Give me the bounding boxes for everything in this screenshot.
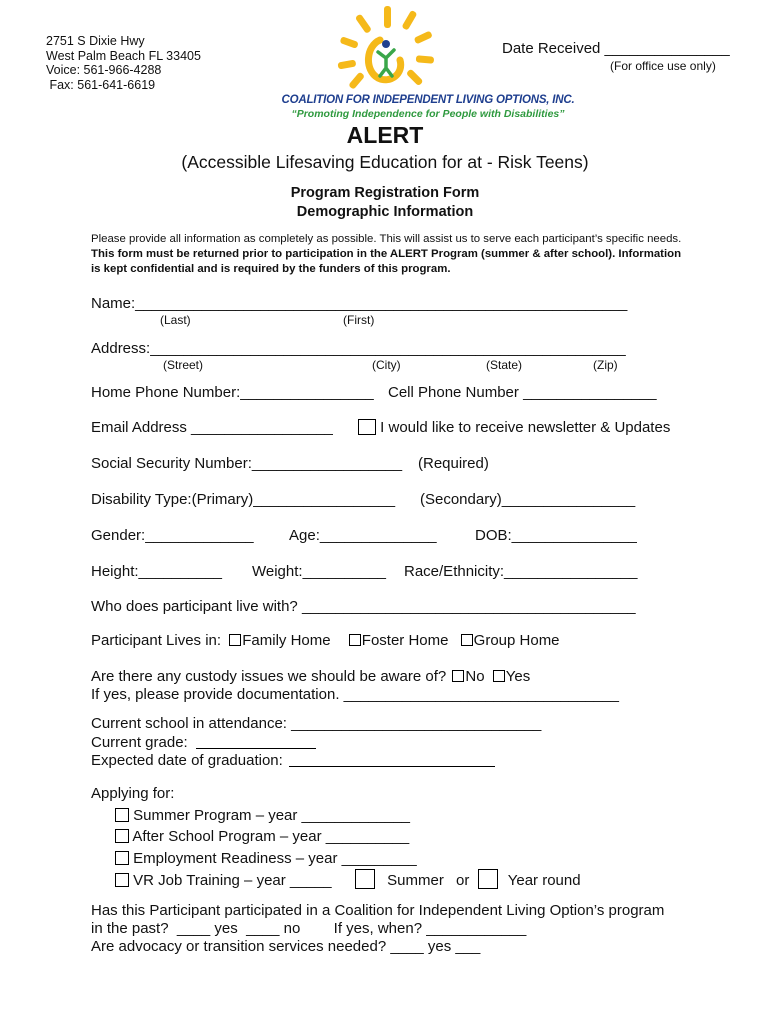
custody-no-option[interactable] [452, 668, 484, 685]
office-use-note: (For office use only) [610, 59, 716, 73]
state-label: (State) [486, 358, 523, 372]
intro-plain: Please provide all information as completely as possible. This will assist us to serve each participant’s specific needs. [91, 233, 682, 245]
employment-readiness-label: Employment Readiness – year _________ [133, 850, 417, 867]
foster-home-option[interactable] [349, 632, 449, 649]
custody-yes-option[interactable] [493, 668, 530, 685]
or-label: or [456, 872, 470, 889]
address-line: Voice: 561-966-4288 [46, 63, 162, 77]
race-field[interactable]: Race/Ethnicity:________________ [404, 563, 638, 580]
form-heading-line1: Program Registration Form [290, 185, 480, 201]
email-field[interactable]: Email Address _________________ [91, 419, 333, 436]
summer-program-checkbox[interactable] [115, 808, 129, 822]
summer-program-label: Summer Program – year _____________ [133, 807, 411, 824]
lives-in-label: Participant Lives in: [91, 632, 222, 649]
form-heading-line2: Demographic Information [296, 204, 474, 220]
custody-yes-checkbox[interactable] [493, 670, 505, 682]
summer-program-option[interactable] [115, 807, 410, 824]
last-label: (Last) [160, 313, 191, 327]
family-home-option[interactable] [229, 632, 330, 649]
foster-home-checkbox[interactable] [349, 634, 361, 646]
group-home-option[interactable] [461, 632, 560, 649]
disability-secondary-field[interactable]: (Secondary)________________ [420, 491, 636, 508]
age-field[interactable]: Age:______________ [289, 527, 437, 544]
family-home-label: Family Home [242, 632, 331, 649]
address-field[interactable]: Address:_________________________________________________________ [91, 340, 626, 357]
employment-readiness-checkbox[interactable] [115, 851, 129, 865]
grade-row [91, 734, 316, 751]
org-name: COALITION FOR INDEPENDENT LIVING OPTIONS, INC. [281, 94, 575, 106]
newsletter-label: I would like to receive newsletter & Updates [380, 419, 671, 436]
custody-no-label: No [465, 668, 485, 685]
advocacy-question[interactable]: Are advocacy or transition services needed? ____ yes ___ [91, 938, 481, 955]
group-home-label: Group Home [473, 632, 560, 649]
lives-in-row [91, 632, 560, 649]
summer-label: Summer [387, 872, 444, 889]
custody-no-checkbox[interactable] [452, 670, 464, 682]
intro-bold: This form must be returned prior to participation in the ALERT Program (summer & after school). Information is kept confidential and is required by the funders of this program. [91, 248, 682, 275]
vr-job-training-option[interactable] [115, 872, 332, 889]
custody-documentation-field[interactable]: If yes, please provide documentation. _________________________________ [91, 686, 619, 703]
street-label: (Street) [163, 358, 204, 372]
return-address [46, 34, 201, 92]
form-title: ALERT [346, 122, 424, 148]
zip-label: (Zip) [593, 358, 618, 372]
school-field[interactable]: Current school in attendance: ______________________________ [91, 715, 542, 732]
lives-with-field[interactable]: Who does participant live with? ________________________________________ [91, 598, 636, 615]
foster-home-label: Foster Home [361, 632, 449, 649]
city-label: (City) [372, 358, 401, 372]
date-received-field[interactable]: Date Received _______________ [502, 40, 730, 57]
applying-for-label: Applying for: [91, 785, 175, 802]
height-field[interactable]: Height:__________ [91, 563, 222, 580]
form-heading [0, 184, 770, 222]
cell-phone-field[interactable]: Cell Phone Number ________________ [388, 384, 657, 401]
custody-yes-label: Yes [505, 668, 531, 685]
after-school-label: After School Program – year __________ [132, 828, 410, 845]
dob-field[interactable]: DOB:_______________ [475, 527, 637, 544]
vr-job-training-checkbox[interactable] [115, 873, 129, 887]
ssn-required-note: (Required) [418, 455, 489, 472]
grade-input[interactable] [196, 734, 316, 749]
custody-row [91, 668, 530, 685]
group-home-checkbox[interactable] [461, 634, 473, 646]
grade-label: Current grade: [91, 734, 188, 751]
weight-field[interactable]: Weight:__________ [252, 563, 387, 580]
summer-checkbox[interactable] [355, 869, 375, 889]
graduation-label: Expected date of graduation: [91, 752, 283, 769]
gender-field[interactable]: Gender:_____________ [91, 527, 254, 544]
first-label: (First) [343, 313, 375, 327]
intro-paragraph [91, 232, 691, 277]
disability-primary-field[interactable]: Disability Type:(Primary)_________________ [91, 491, 396, 508]
form-subtitle: (Accessible Lifesaving Education for at - Risk Teens) [181, 152, 589, 172]
family-home-checkbox[interactable] [229, 634, 241, 646]
coalition-logo [281, 0, 575, 120]
name-field[interactable]: Name:___________________________________________________________ [91, 295, 628, 312]
graduation-input[interactable] [289, 752, 495, 767]
year-round-checkbox[interactable] [478, 869, 498, 889]
after-school-option[interactable] [115, 828, 409, 845]
address-line: Fax: 561-641-6619 [46, 77, 156, 92]
past-participation-question: Has this Participant participated in a Coalition for Independent Living Option’s program [91, 902, 665, 919]
employment-readiness-option[interactable] [115, 850, 417, 867]
home-phone-field[interactable]: Home Phone Number:________________ [91, 384, 374, 401]
newsletter-option[interactable] [358, 419, 670, 436]
newsletter-checkbox[interactable] [358, 419, 376, 435]
graduation-row [91, 752, 495, 769]
org-tagline: “Promoting Independence for People with Disabilities” [291, 108, 565, 120]
year-round-label: Year round [507, 872, 581, 889]
summer-choice[interactable] [355, 869, 581, 889]
ssn-field[interactable]: Social Security Number:__________________ [91, 455, 403, 472]
address-line: 2751 S Dixie Hwy [46, 34, 145, 48]
after-school-checkbox[interactable] [115, 829, 129, 843]
custody-question: Are there any custody issues we should be aware of? [91, 668, 447, 685]
address-line: West Palm Beach FL 33405 [46, 48, 201, 63]
past-participation-answer[interactable]: in the past? ____ yes ____ no If yes, when? ____________ [91, 920, 527, 937]
vr-job-training-label: VR Job Training – year _____ [133, 872, 332, 889]
